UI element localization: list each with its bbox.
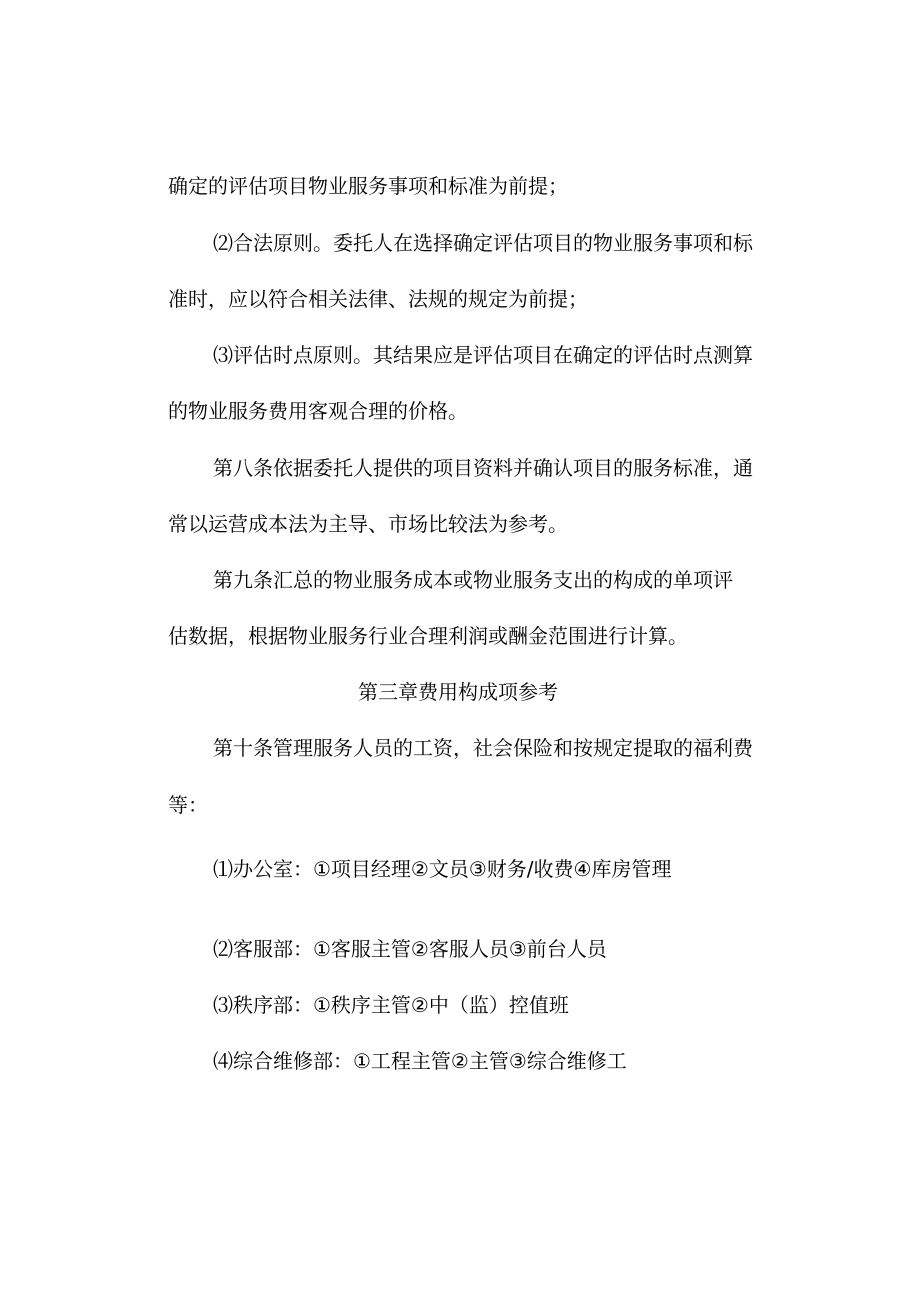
paragraph-line: 第八条依据委托人提供的项目资料并确认项目的服务标准，通: [213, 456, 753, 480]
paragraph-line: ⑵合法原则。委托人在选择确定评估项目的物业服务事项和标: [213, 231, 753, 255]
chapter-heading: 第三章费用构成项参考: [358, 680, 558, 704]
paragraph-line: 确定的评估项目物业服务事项和标准为前提；: [168, 174, 568, 198]
paragraph-line: 准时，应以符合相关法律、法规的规定为前提；: [168, 287, 588, 311]
list-item: ⑶秩序部：①秩序主管②中（监）控值班: [213, 993, 569, 1017]
paragraph-line: 常以运营成本法为主导、市场比较法为参考。: [168, 512, 568, 536]
paragraph-line: 估数据，根据物业服务行业合理利润或酬金范围进行计算。: [168, 624, 688, 648]
list-item: ⑷综合维修部：①工程主管②主管③综合维修工: [213, 1049, 627, 1073]
paragraph-line: 的物业服务费用客观合理的价格。: [168, 399, 468, 423]
paragraph-line: ⑶评估时点原则。其结果应是评估项目在确定的评估时点测算: [213, 343, 753, 367]
list-item: ⑵客服部：①客服主管②客服人员③前台人员: [213, 937, 607, 961]
list-item: ⑴办公室：①项目经理②文员③财务/收费④库房管理: [213, 857, 672, 881]
paragraph-line: 第九条汇总的物业服务成本或物业服务支出的构成的单项评: [213, 568, 733, 592]
paragraph-line: 等：: [168, 793, 208, 817]
paragraph-line: 第十条管理服务人员的工资，社会保险和按规定提取的福利费: [213, 736, 753, 760]
